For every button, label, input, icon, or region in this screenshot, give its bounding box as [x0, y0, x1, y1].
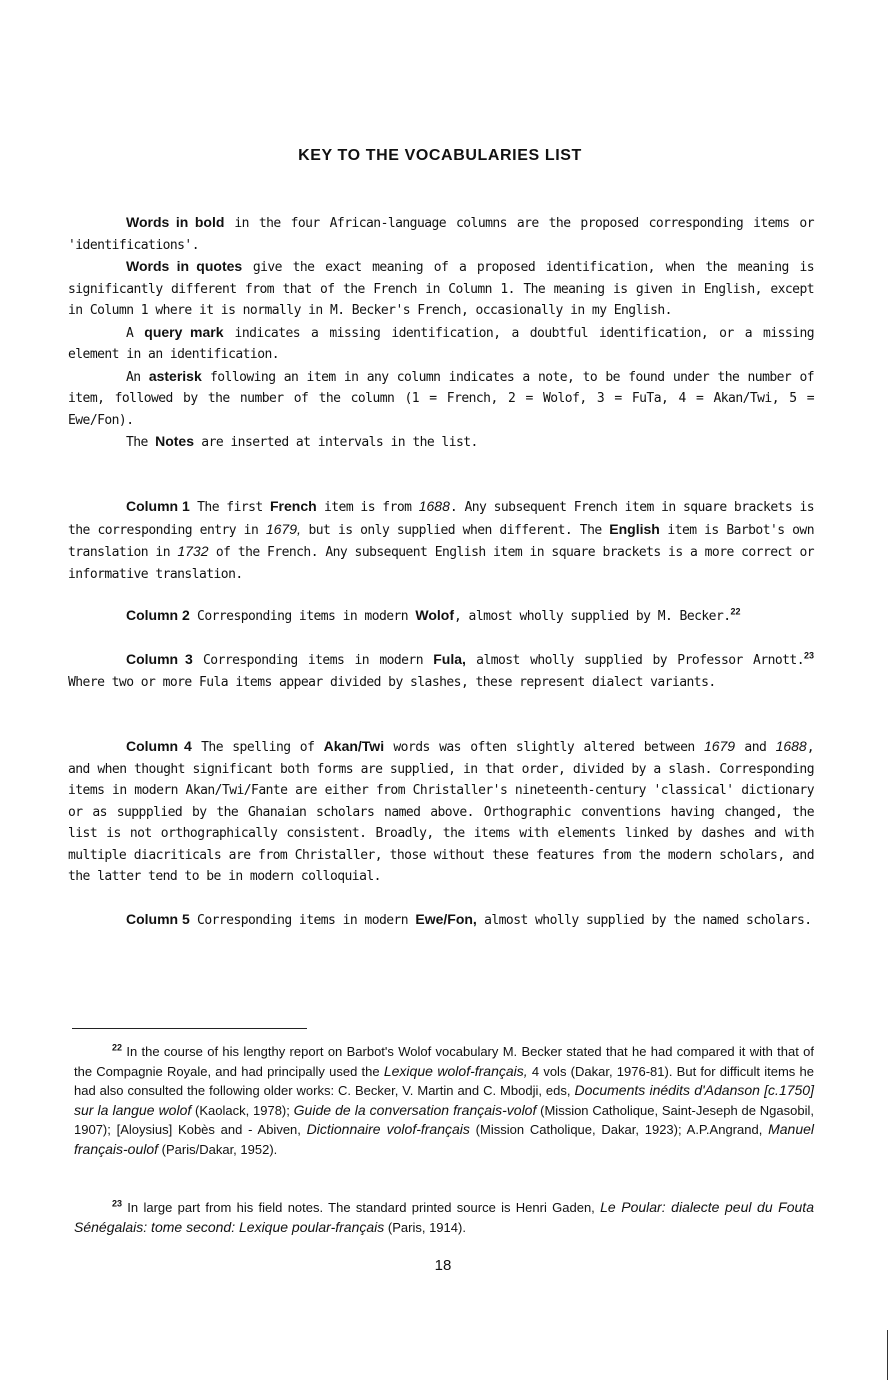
column-5-description: Column 5 Corresponding items in modern Ewe/Fon, almost wholly supplied by the named scholars. — [126, 911, 812, 928]
column-label: Column 4 — [126, 738, 192, 754]
column-3-description: Column 3 Corresponding items in modern Fula, almost wholly supplied by Professor Arnott.$^{23}$ Where two or more Fula items appear divided by slashes, these represent dialect variants. — [68, 650, 814, 690]
key-term: Words in bold — [126, 214, 225, 230]
footnote-ref: 22 — [730, 606, 741, 617]
key-term: Words in quotes — [126, 258, 243, 274]
footnote-22: $^{22}$ In the course of his lengthy report on Barbot's Wolof vocabulary M. Becker stated that he had compared it with that of the Compagnie Royale, and had principally used the Lexique wolof-français, 4 vols (Dakar, 1976-81). But for difficult items he had also consulted the following older works: C. Becker, V. Martin and C. Mbodji, eds, Documents inédits d'Adanson [c.1750] sur la langue wolof (Kaolack, 1978); Guide de la conversation français-volof (Mission Catholique, Saint-Jeseph de Ngasobil, 1907); [Aloysius] Kobès and - Abiven, Dictionnaire volof-français (Mission Catholique, Dakar, 1923); A.P.Angrand, Manuel français-oulof (Paris/Dakar, 1952). — [74, 1042, 815, 1157]
scan-edge-mark — [887, 1330, 888, 1380]
key-term: Notes — [155, 433, 195, 449]
footnote-number: 22 — [112, 1042, 123, 1053]
column-2-description: Column 2 Corresponding items in modern Wolof, almost wholly supplied by M. Becker.$^{22}$ — [126, 606, 741, 624]
column-label: Column 1 — [126, 498, 190, 514]
column-1-description: Column 1 The first French item is from 1688. Any subsequent French item in square brackets is the corresponding entry in 1679, but is only supplied when different. The English item is Barbot's own translation in 1732 of the French. Any subsequent English item in square brackets is a more correct or informative translation. — [68, 498, 815, 582]
footnote-number: 23 — [112, 1198, 123, 1209]
column-label: Column 3 — [126, 651, 193, 667]
key-asterisk-paragraph: An asterisk following an item in any column indicates a note, to be found under the number of item, followed by the number of the column (1 = French, 2 = Wolof, 3 = FuTa, 4 = Akan/Twi, 5 = Ewe/Fon). — [68, 367, 814, 428]
column-label: Column 5 — [126, 911, 190, 927]
footnote-23: $^{23}$ In large part from his field notes. The standard printed source is Henri Gaden, Le Poular: dialecte peul du Fouta Sénégalais: tome second: Lexique poular-français (Paris, 1914). — [74, 1198, 814, 1235]
page-number: 18 — [434, 1257, 452, 1274]
key-term: query mark — [144, 323, 224, 340]
footnote-ref: 23 — [803, 650, 814, 661]
key-term: asterisk — [148, 367, 202, 384]
key-section — [68, 212, 814, 454]
column-label: Column 2 — [126, 607, 190, 623]
footnote-divider — [72, 1028, 307, 1029]
key-quotes-paragraph: Words in quotes give the exact meaning of a proposed identification, when the meaning is significantly different from that of the French in Column 1. The meaning is given in English, except in Column 1 where it is normally in M. Becker's French, occasionally in my English. — [68, 258, 814, 318]
page-title: KEY TO THE VOCABULARIES LIST — [298, 147, 582, 164]
key-notes-paragraph: The Notes are inserted at intervals in the list. — [126, 433, 478, 450]
key-query-paragraph: A query mark indicates a missing identification, a doubtful identification, or a missing element in an identification. — [68, 323, 814, 362]
column-4-description: Column 4 The spelling of Akan/Twi words was often slightly altered between 1679 and 1688, and when thought significant both forms are supplied, in that order, divided by a slash. Corresponding items in modern Akan/Twi/Fante are either from Christaller's nineteenth-century 'classical' dictionary or as suppplied by the Ghanaian scholars named above. Orthographic conventions having changed, the list is not orthographically consistent. Broadly, the items with elements linked by dashes and with multiple diacriticals are from Christaller, those without these features from the modern scholars, and the latter tend to be in modern colloquial. — [68, 738, 814, 884]
key-bold-paragraph: Words in bold in the four African-language columns are the proposed corresponding items or 'identifications'. — [68, 214, 814, 253]
